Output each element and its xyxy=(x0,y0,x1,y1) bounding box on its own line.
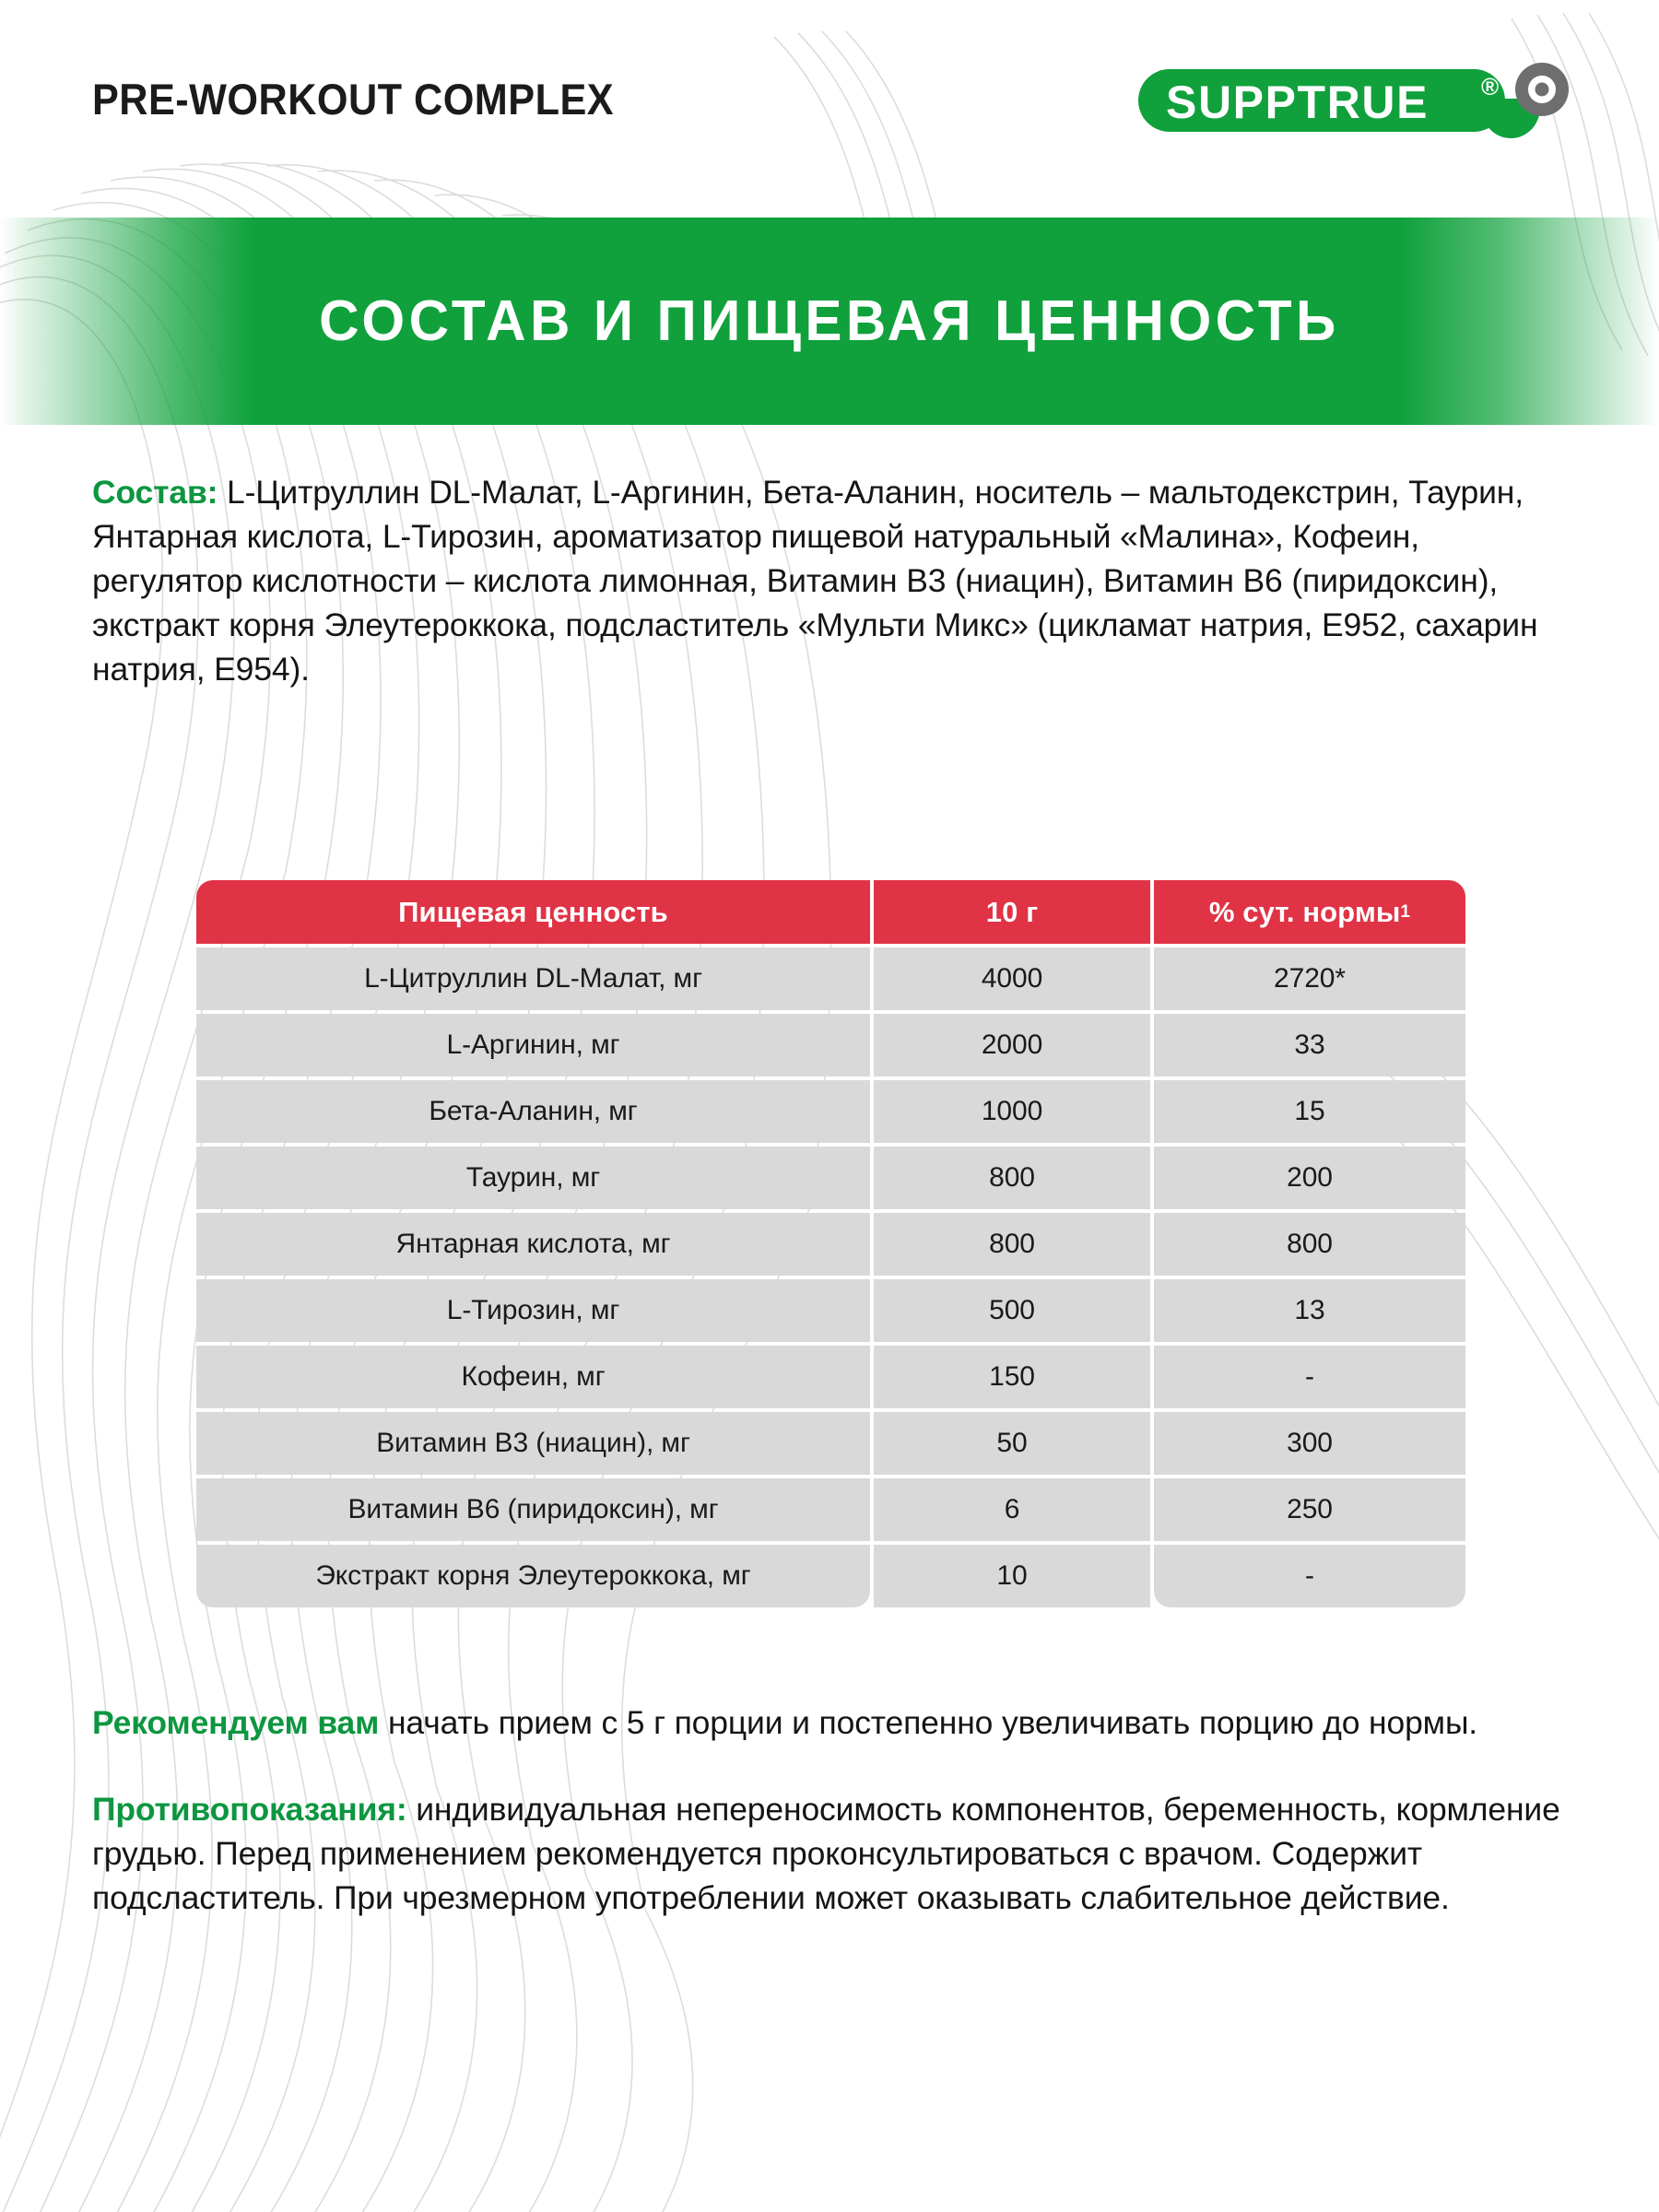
table-header-norm: % сут. нормы 1 xyxy=(1154,880,1465,944)
row-dose-value: 6 xyxy=(874,1478,1150,1541)
composition-paragraph xyxy=(92,470,1567,691)
row-nutrient-name: L-Тирозин, мг xyxy=(196,1279,870,1342)
row-nutrient-name: Таурин, мг xyxy=(196,1147,870,1209)
row-norm-value: 300 xyxy=(1154,1412,1465,1475)
row-dose-value: 500 xyxy=(874,1279,1150,1342)
row-norm-value: 200 xyxy=(1154,1147,1465,1209)
composition-text: L-Цитруллин DL-Малат, L-Аргинин, Бета-Аланин, носитель – мальтодекстрин, Таурин, Янтарная кислота, L-Тирозин, ароматизатор пищевой натуральный «Малина», Кофеин, регулятор кислотности – кислота лимонная, Витамин B3 (ниацин), Витамин B6 (пиридоксин), экстракт корня Элеутероккока, подсластитель «Мульти Микс» (цикламат натрия, E952, сахарин натрия, E954). xyxy=(92,474,1538,688)
row-norm-value: 15 xyxy=(1154,1080,1465,1143)
recommendation-paragraph xyxy=(92,1700,1585,1745)
table-row xyxy=(196,1279,1465,1342)
row-dose-value: 50 xyxy=(874,1412,1150,1475)
logo-registered-icon: ® xyxy=(1481,72,1500,100)
table-row xyxy=(196,1213,1465,1276)
product-category-title: PRE-WORKOUT COMPLEX xyxy=(92,74,615,124)
row-dose-value: 4000 xyxy=(874,947,1150,1010)
footer-notes-section xyxy=(92,1700,1585,1920)
table-row xyxy=(196,1412,1465,1475)
row-dose-value: 1000 xyxy=(874,1080,1150,1143)
recommendation-label: Рекомендуем вам xyxy=(92,1704,380,1741)
recommendation-text: начать прием с 5 г порции и постепенно увеличивать порцию до нормы. xyxy=(379,1704,1478,1741)
top-header-bar xyxy=(0,48,1659,149)
row-nutrient-name: L-Цитруллин DL-Малат, мг xyxy=(196,947,870,1010)
row-norm-value: - xyxy=(1154,1545,1465,1607)
table-row xyxy=(196,1545,1465,1607)
row-norm-value: 250 xyxy=(1154,1478,1465,1541)
row-dose-value: 800 xyxy=(874,1213,1150,1276)
table-header-name: Пищевая ценность xyxy=(196,880,870,944)
row-nutrient-name: Янтарная кислота, мг xyxy=(196,1213,870,1276)
row-norm-value: 13 xyxy=(1154,1279,1465,1342)
section-title-banner xyxy=(0,218,1659,425)
row-nutrient-name: Витамин B3 (ниацин), мг xyxy=(196,1412,870,1475)
composition-section xyxy=(92,470,1567,691)
supptrue-brand-logo xyxy=(1138,51,1571,147)
row-norm-value: 33 xyxy=(1154,1014,1465,1077)
contraindications-paragraph xyxy=(92,1787,1585,1920)
table-row xyxy=(196,1080,1465,1143)
contraindications-text: индивидуальная непереносимость компонентов, беременность, кормление грудью. Перед применением рекомендуется проконсультироваться с врачом. Содержит подсластитель. При чрезмерном употреблении может оказывать слабительное действие. xyxy=(92,1791,1560,1917)
table-header-row xyxy=(196,880,1465,944)
row-nutrient-name: Экстракт корня Элеутероккока, мг xyxy=(196,1545,870,1607)
nutrition-facts-table xyxy=(196,880,1465,1607)
table-row xyxy=(196,947,1465,1010)
table-row xyxy=(196,1346,1465,1408)
table-header-norm-label: % сут. нормы xyxy=(1208,895,1401,928)
logo-wordmark: SUPPTRUE xyxy=(1166,76,1430,128)
row-nutrient-name: Кофеин, мг xyxy=(196,1346,870,1408)
row-dose-value: 2000 xyxy=(874,1014,1150,1077)
row-nutrient-name: L-Аргинин, мг xyxy=(196,1014,870,1077)
table-row xyxy=(196,1478,1465,1541)
composition-label: Состав: xyxy=(92,474,218,511)
row-dose-value: 10 xyxy=(874,1545,1150,1607)
row-norm-value: - xyxy=(1154,1346,1465,1408)
row-norm-value: 2720* xyxy=(1154,947,1465,1010)
table-row xyxy=(196,1147,1465,1209)
section-title-text: СОСТАВ И ПИЩЕВАЯ ЦЕННОСТЬ xyxy=(319,288,1340,353)
table-row xyxy=(196,1014,1465,1077)
row-norm-value: 800 xyxy=(1154,1213,1465,1276)
row-dose-value: 150 xyxy=(874,1346,1150,1408)
row-nutrient-name: Бета-Аланин, мг xyxy=(196,1080,870,1143)
contraindications-label: Противопоказания: xyxy=(92,1791,407,1829)
table-header-dose: 10 г xyxy=(874,880,1150,944)
paragraph-spacer xyxy=(92,1745,1585,1787)
row-nutrient-name: Витамин B6 (пиридоксин), мг xyxy=(196,1478,870,1541)
row-dose-value: 800 xyxy=(874,1147,1150,1209)
